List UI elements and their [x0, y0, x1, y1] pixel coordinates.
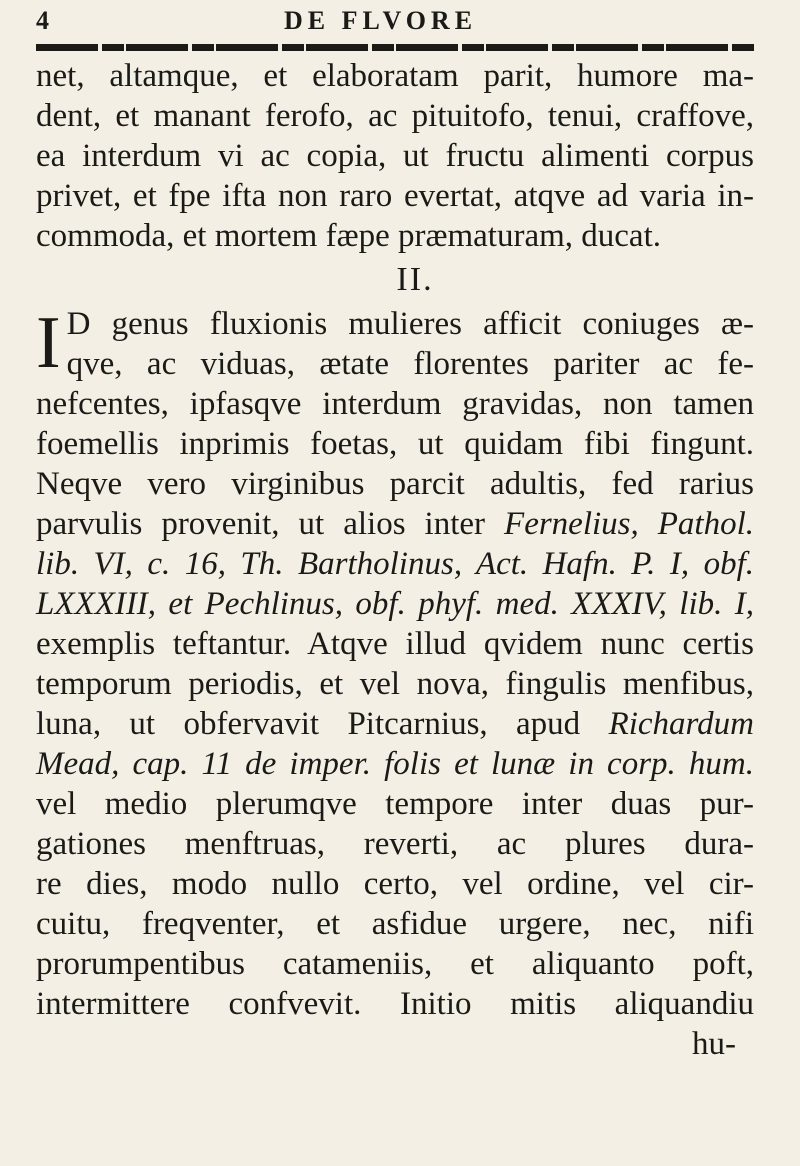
section-number: II.: [396, 261, 434, 298]
text-line: [36, 744, 754, 784]
text-line: vel medio plerumqve tempore inter duas pur-: [36, 786, 754, 822]
text-line: nefcentes, ipfasqve interdum gravidas, non tamen: [36, 386, 754, 422]
text-line: cuitu, freqventer, et asfidue urgere, nec, nifi: [36, 906, 754, 942]
citation: Mead, cap. 11 de imper. folis et lunæ in corp. hum.: [36, 746, 754, 782]
citation: Richardum: [608, 706, 754, 742]
text-line: foemellis inprimis foetas, ut quidam fibi fingunt.: [36, 426, 754, 462]
citation: Pechlinus, obf. phyf. med. XXXIV, lib. I,: [204, 586, 754, 622]
drop-cap: I: [36, 302, 61, 384]
page-number: 4: [36, 6, 49, 35]
text-line: [36, 584, 754, 624]
page-header: [36, 4, 756, 44]
text-line: prorumpentibus catameniis, et aliquanto poft,: [36, 946, 754, 982]
paragraph-2: [36, 304, 754, 1064]
header-rule: [36, 44, 754, 51]
text-line: [36, 544, 754, 584]
citation: LXXXIII, et: [36, 586, 205, 622]
text-line: privet, et fpe ifta non raro evertat, atqve ad varia in-: [36, 178, 754, 214]
text-line: dent, et manant ferofo, ac pituitofo, tenui, craffove,: [36, 98, 754, 134]
text-line: commoda, et mortem fæpe præmaturam, ducat.: [36, 218, 661, 254]
text-line: intermittere confvevit. Initio mitis aliquandiu: [36, 986, 754, 1022]
text-line: [36, 504, 754, 544]
text-line: re dies, modo nullo certo, vel ordine, vel cir-: [36, 866, 754, 902]
text-line: ea interdum vi ac copia, ut fructu alimenti corpus: [36, 138, 754, 174]
text-line: net, altamque, et elaboratam parit, humore ma-: [36, 58, 754, 94]
text-line: qve, ac viduas, ætate florentes pariter ac fe-: [66, 346, 754, 382]
running-title: DE FLVORE: [284, 6, 478, 35]
text-line: Neqve vero virginibus parcit adultis, fed rarius: [36, 466, 754, 502]
text-line: temporum periodis, et vel nova, fingulis menfibus,: [36, 666, 754, 702]
text-segment: luna, ut obfervavit Pitcarnius, apud: [36, 706, 609, 742]
text-line: D genus fluxionis mulieres afficit coniuges æ-: [66, 306, 754, 342]
citation: lib. VI, c. 16, Th. Bartholinus, Act. Hafn. P. I, obf.: [36, 546, 754, 582]
text-segment: parvulis provenit, ut alios inter: [36, 506, 505, 542]
citation: Fernelius, Pathol.: [504, 506, 755, 542]
text-line: gationes menftruas, reverti, ac plures dura-: [36, 826, 754, 862]
text-line: [36, 704, 754, 744]
body-text: [36, 56, 754, 1064]
paragraph-1: [36, 56, 754, 256]
text-line: exemplis teftantur. Atqve illud qvidem nunc certis: [36, 626, 754, 662]
catchword: hu-: [692, 1026, 736, 1062]
